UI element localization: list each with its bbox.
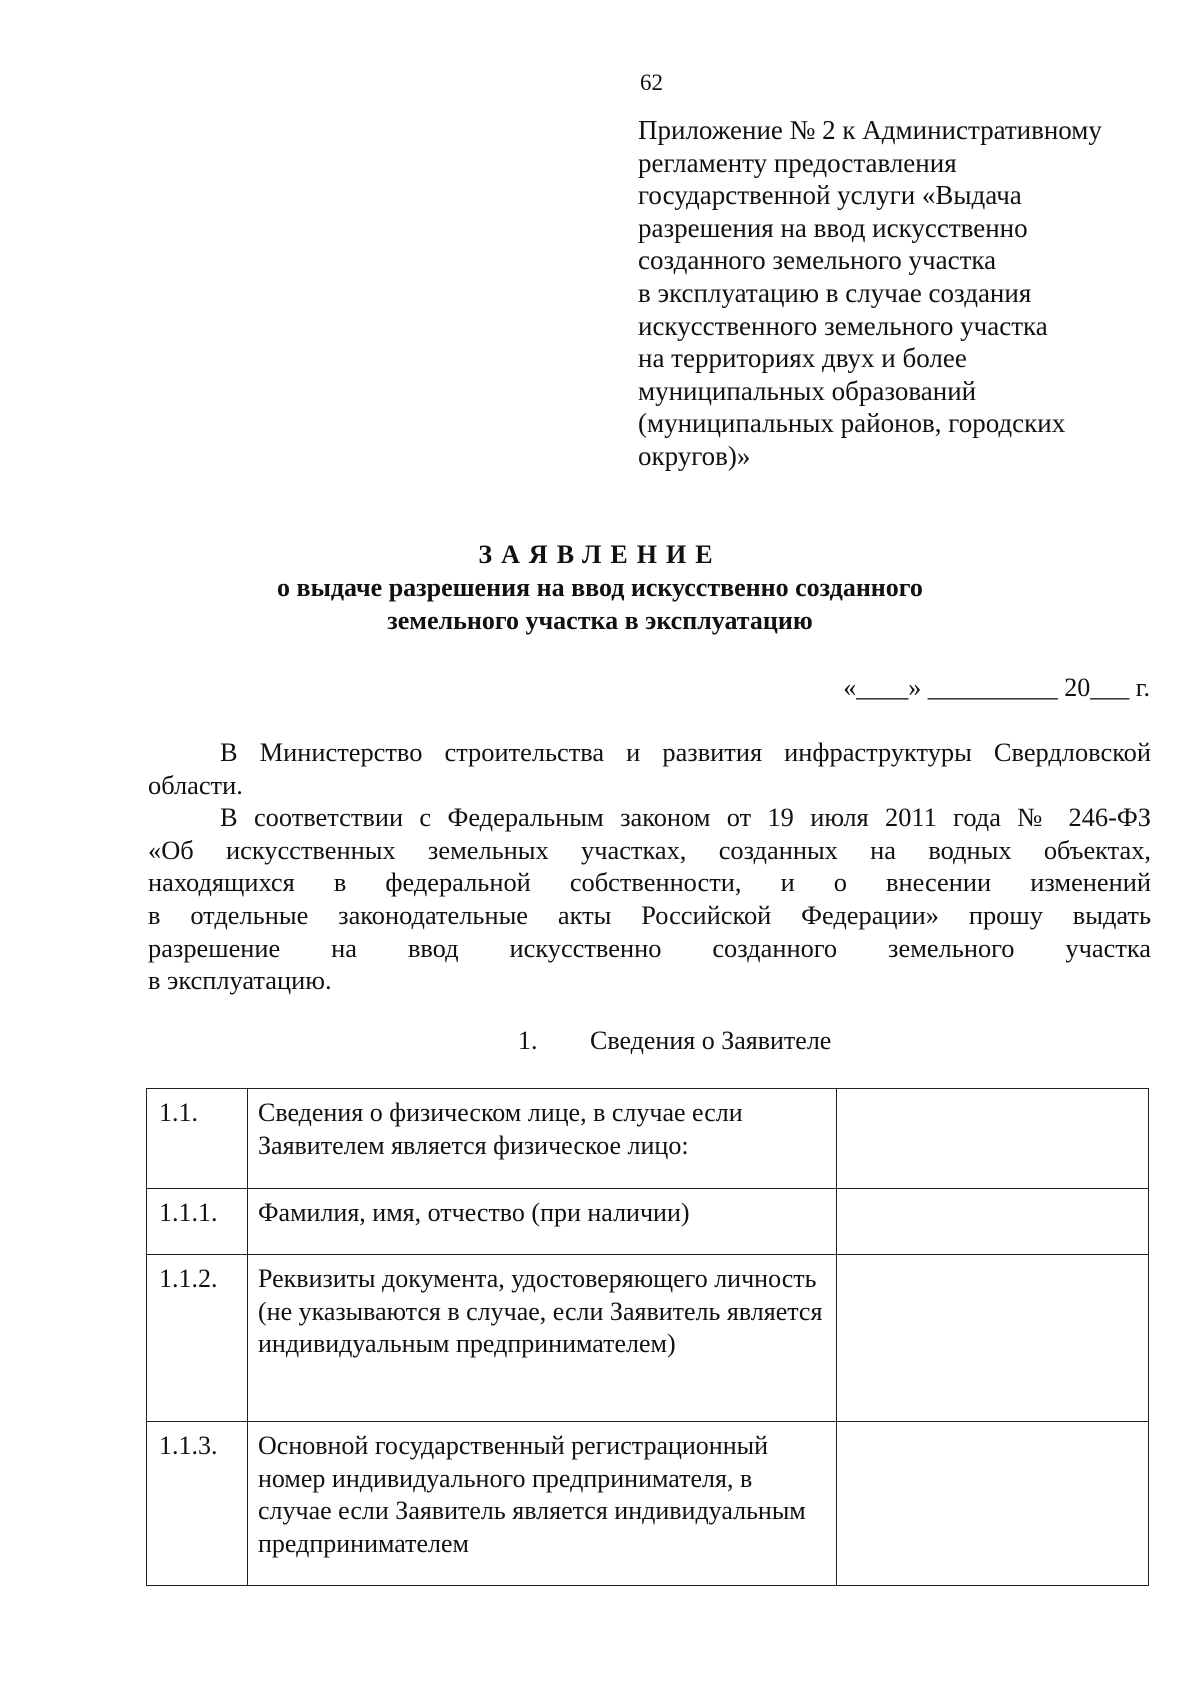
appendix-line: регламенту предоставления <box>638 147 957 178</box>
body-line: находящихся в федеральной собственности, и о внесении изменений <box>148 867 1151 898</box>
row-label: Основной государственный регистрационный номер индивидуального предпринимателя, в случае если Заявитель является индивидуальным предпринимателем <box>248 1422 837 1586</box>
page-number: 62 <box>640 70 663 95</box>
body-line: В Министерство строительства и развития инфраструктуры Свердловской <box>220 737 1151 767</box>
appendix-line: (муниципальных районов, городских <box>638 408 1066 439</box>
body-line: В соответствии с Федеральным законом от 19 июля 2011 года № 246-ФЗ <box>220 802 1151 833</box>
date-line: «____» __________ 20___ г. <box>843 673 1150 702</box>
row-label: Сведения о физическом лице, в случае если Заявителем является физическое лицо: <box>248 1089 837 1189</box>
title-subtitle-line: земельного участка в эксплуатацию <box>387 606 813 635</box>
table-row <box>147 1189 1149 1255</box>
body-line: области. <box>148 769 243 800</box>
document-title <box>0 538 1200 637</box>
appendix-line: Приложение № 2 к Административному <box>638 115 1102 145</box>
appendix-line: на территориях двух и более <box>638 343 967 374</box>
table-row <box>147 1422 1149 1586</box>
row-label: Фамилия, имя, отчество (при наличии) <box>248 1189 837 1255</box>
appendix-line: в эксплуатацию в случае создания <box>638 277 1032 308</box>
row-label: Реквизиты документа, удостоверяющего личность (не указываются в случае, если Заявитель является индивидуальным предпринимателем) <box>248 1255 837 1422</box>
applicant-info-table <box>146 1088 1149 1586</box>
table-row <box>147 1089 1149 1189</box>
row-number: 1.1.2. <box>147 1255 248 1422</box>
section-number: 1. <box>518 1026 538 1055</box>
table-row <box>147 1255 1149 1422</box>
appendix-line: округов)» <box>638 440 751 471</box>
appendix-note <box>638 114 1138 473</box>
row-value-field[interactable] <box>837 1422 1149 1586</box>
section-heading <box>518 1026 831 1056</box>
body-line: в отдельные законодательные акты Российской Федерации» прошу выдать <box>148 899 1151 930</box>
body-line: в эксплуатацию. <box>148 965 332 996</box>
row-number: 1.1. <box>147 1089 248 1189</box>
appendix-line: созданного земельного участка <box>638 245 997 276</box>
appendix-line: разрешения на ввод искусственно <box>638 212 1028 243</box>
title-subtitle-line: о выдаче разрешения на ввод искусственно созданного <box>277 573 923 602</box>
appendix-line: муниципальных образований <box>638 375 977 406</box>
row-value-field[interactable] <box>837 1189 1149 1255</box>
appendix-line: государственной услуги «Выдача <box>638 180 1022 211</box>
body-text <box>148 736 1151 997</box>
section-title: Сведения о Заявителе <box>590 1026 832 1055</box>
title-heading: ЗАЯВЛЕНИЕ <box>478 540 722 569</box>
body-line: разрешение на ввод искусственно созданного земельного участка <box>148 932 1151 963</box>
row-value-field[interactable] <box>837 1255 1149 1422</box>
body-line: «Об искусственных земельных участках, созданных на водных объектах, <box>148 834 1151 865</box>
row-number: 1.1.3. <box>147 1422 248 1586</box>
row-number: 1.1.1. <box>147 1189 248 1255</box>
appendix-line: искусственного земельного участка <box>638 310 1048 341</box>
row-value-field[interactable] <box>837 1089 1149 1189</box>
